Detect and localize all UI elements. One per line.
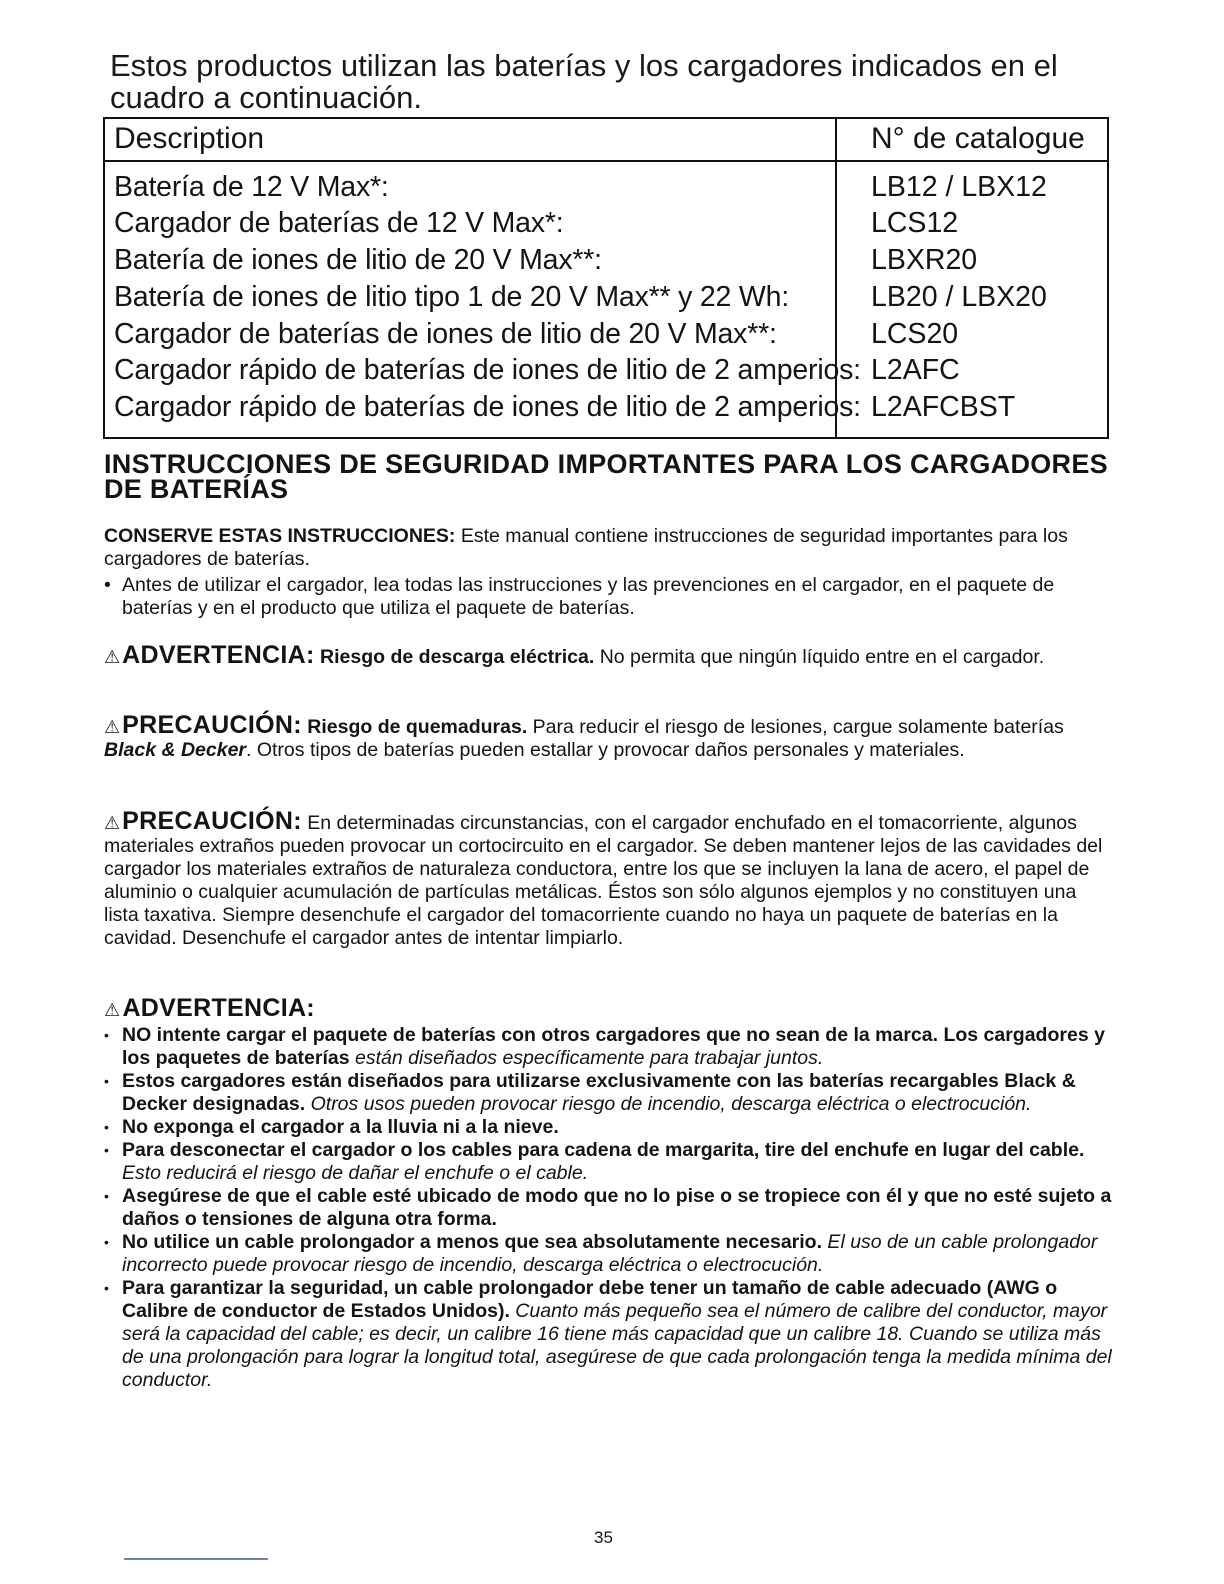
section-heading: INSTRUCCIONES DE SEGURIDAD IMPORTANTES PARA LOS CARGADORES DE BATERÍAS	[104, 449, 1108, 504]
warning-triangle-icon: ⚠	[104, 647, 121, 667]
warning-text: No permita que ningún líquido entre en el cargador.	[594, 646, 1045, 668]
page-number: 35	[594, 1528, 613, 1547]
row-description: Batería de 12 V Max*:	[114, 171, 389, 203]
warning-title: ADVERTENCIA:	[122, 641, 315, 669]
intro-bullet	[104, 574, 1114, 620]
warning-list-heading	[104, 994, 315, 1023]
caution-lead: Riesgo de quemaduras.	[301, 716, 528, 738]
warning-electric-shock	[104, 641, 1114, 669]
intro-bullet-text: Antes de utilizar el cargador, lea todas las instrucciones y las prevenciones en el cargador, en el paquete de baterías y en el producto que utiliza el paquete de baterías.	[122, 574, 1055, 619]
footer-rule	[124, 1558, 268, 1560]
row-catalogue: L2AFCBST	[871, 391, 1016, 423]
table-header	[105, 119, 1107, 162]
row-description: Cargador rápido de baterías de iones de litio de 2 amperios:	[114, 391, 861, 423]
item-italic: Esto reducirá el riesgo de dañar el enchufe o el cable.	[122, 1162, 589, 1184]
item-italic: El uso de un cable prolongador incorrecto puede provocar riesgo de incendio, descarga eléctrica o electrocución.	[122, 1231, 1098, 1276]
item-bold: NO intente cargar el paquete de baterías con otros cargadores que no sean de la marca. Los cargadores y los paquetes de baterías	[122, 1024, 1105, 1069]
caution-foreign-materials	[104, 807, 1114, 950]
list-item	[104, 1185, 1116, 1231]
list-item	[104, 1277, 1116, 1392]
warning-lead: Riesgo de descarga eléctrica.	[314, 646, 595, 668]
list-item	[104, 1139, 1116, 1185]
products-table	[103, 117, 1109, 439]
table-row	[105, 279, 1107, 316]
row-catalogue: LB20 / LBX20	[871, 281, 1047, 313]
header-catalogue: N° de catalogue	[871, 122, 1085, 155]
row-description: Cargador de baterías de iones de litio de 20 V Max**:	[114, 318, 777, 350]
item-bold: Estos cargadores están diseñados para utilizarse exclusivamente con las baterías recargables Black & Decker designadas.	[122, 1070, 1076, 1115]
warning-list-title: ADVERTENCIA:	[122, 994, 315, 1022]
list-item	[104, 1070, 1116, 1116]
item-bold: Para desconectar el cargador o los cables para cadena de margarita, tire del enchufe en lugar del cable.	[122, 1139, 1085, 1161]
table-row	[105, 169, 1107, 206]
bullet-dot: •	[104, 574, 111, 596]
item-bold: No exponga el cargador a la lluvia ni a la nieve.	[122, 1116, 559, 1138]
row-description: Batería de iones de litio tipo 1 de 20 V Max** y 22 Wh:	[114, 281, 789, 313]
table-row	[105, 242, 1107, 279]
item-bold: No utilice un cable prolongador a menos que sea absolutamente necesario.	[122, 1231, 823, 1253]
caution-title: PRECAUCIÓN:	[122, 711, 302, 739]
item-italic: Cuanto más pequeño sea el número de calibre del conductor, mayor será la capacidad del cable; es decir, un calibre 16 tiene más capacidad que un calibre 18. Cuando se utiliza más de una prolongación para lograr la longitud total, asegúrese de que cada prolongación tenga la medida mínima del conductor.	[122, 1300, 1112, 1391]
table-row	[105, 316, 1107, 353]
brand-name: Black & Decker	[104, 739, 247, 761]
table-row	[105, 389, 1107, 426]
item-bold: Asegúrese de que el cable esté ubicado de modo que no lo pise o se tropiece con él y que no esté sujeto a daños o tensiones de alguna otra forma.	[122, 1185, 1112, 1230]
intro-paragraph: Estos productos utilizan las baterías y los cargadores indicados en el cuadro a continuación.	[110, 48, 1058, 115]
row-description: Cargador de baterías de 12 V Max*:	[114, 207, 564, 239]
conserve-text: Este manual contiene instrucciones de seguridad importantes para los cargadores de baterías.	[104, 525, 1068, 570]
row-catalogue: LBXR20	[871, 244, 978, 276]
caution-title: PRECAUCIÓN:	[122, 807, 302, 835]
list-item	[104, 1116, 1116, 1139]
caution-burns	[104, 711, 1114, 762]
table-row	[105, 205, 1107, 242]
table-row	[105, 352, 1107, 389]
warning-triangle-icon: ⚠	[104, 1000, 121, 1020]
row-catalogue: L2AFC	[871, 354, 960, 386]
row-catalogue: LB12 / LBX12	[871, 171, 1047, 203]
list-item	[104, 1024, 1116, 1070]
caution-text: . Otros tipos de baterías pueden estallar y provocar daños personales y materiales.	[246, 739, 965, 761]
list-item	[104, 1231, 1116, 1277]
conserve-paragraph	[104, 525, 1114, 571]
caution-text: En determinadas circunstancias, con el cargador enchufado en el tomacorriente, algunos materiales extraños pueden provocar un cortocircuito en el cargador. Se deben mantener lejos de las cavidades del cargador los materiales extraños de naturaleza conductora, entre los que se incluyen la lana de acero, el papel de aluminio o cualquier acumulación de partículas metálicas. Éstos son sólo algunos ejemplos y no constituyen una lista taxativa. Siempre desenchufe el cargador del tomacorriente cuando no haya un paquete de baterías en la cavidad. Desenchufe el cargador antes de intentar limpiarlo.	[104, 812, 1103, 949]
item-bold: Para garantizar la seguridad, un cable prolongador debe tener un tamaño de cable adecuado (AWG o Calibre de conductor de Estados Unidos).	[122, 1277, 1058, 1322]
row-description: Batería de iones de litio de 20 V Max**:	[114, 244, 602, 276]
warning-triangle-icon: ⚠	[104, 813, 121, 833]
row-catalogue: LCS12	[871, 207, 959, 239]
warning-list	[104, 1024, 1116, 1392]
warning-triangle-icon: ⚠	[104, 717, 121, 737]
header-description: Description	[114, 122, 265, 155]
row-catalogue: LCS20	[871, 318, 959, 350]
row-description: Cargador rápido de baterías de iones de litio de 2 amperios:	[114, 354, 861, 386]
conserve-lead: CONSERVE ESTAS INSTRUCCIONES:	[104, 525, 456, 547]
item-italic: están diseñados específicamente para trabajar juntos.	[349, 1047, 824, 1069]
item-italic: Otros usos pueden provocar riesgo de incendio, descarga eléctrica o electrocución.	[305, 1093, 1032, 1115]
caution-text: Para reducir el riesgo de lesiones, cargue solamente baterías	[527, 716, 1064, 738]
